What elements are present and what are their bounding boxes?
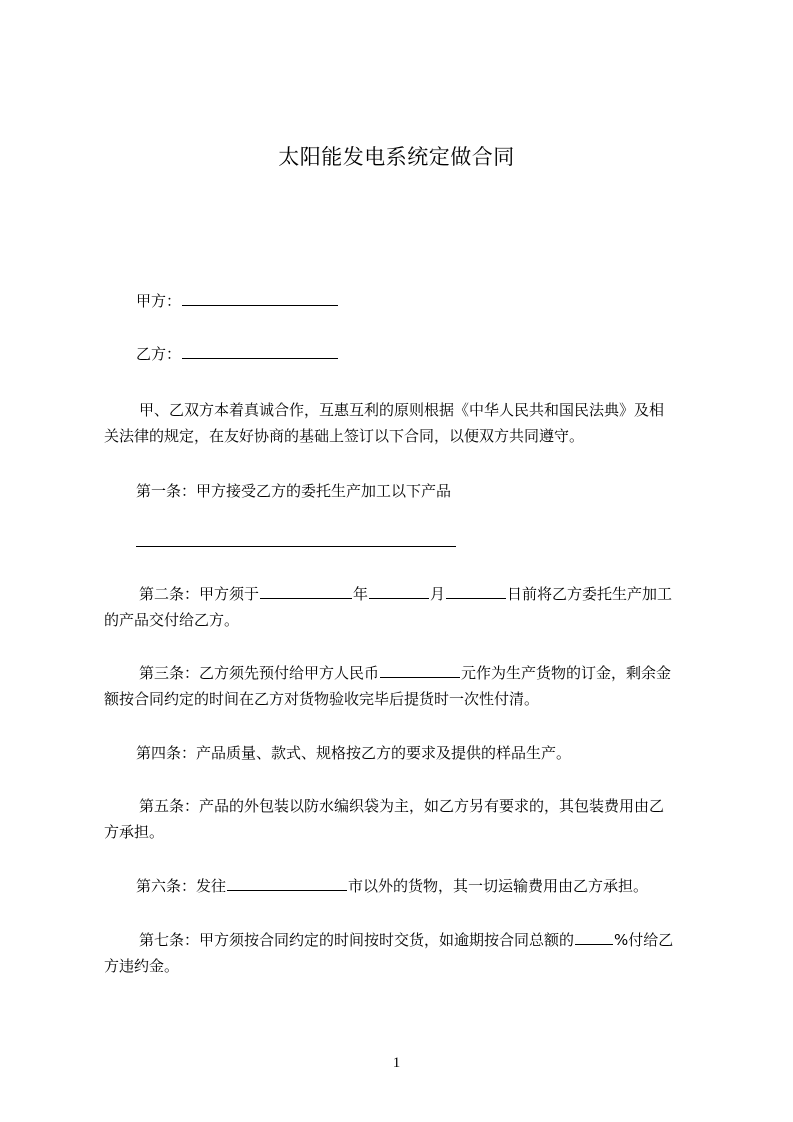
article-1: 第一条：甲方接受乙方的委托生产加工以下产品 xyxy=(136,482,452,500)
article-3-line-2: 额按合同约定的时间在乙方对货物验收完毕后提货时一次性付清。 xyxy=(104,690,540,708)
city-blank xyxy=(227,875,347,891)
article-7-text-a: 第七条：甲方须按合同约定的时间按时交货，如逾期按合同总额的 xyxy=(139,931,575,949)
year-blank xyxy=(260,583,352,599)
party-b-blank xyxy=(182,343,338,359)
article-3-text-b: 元作为生产货物的订金，剩余金 xyxy=(461,664,672,682)
article-2-text-b: 日前将乙方委托生产加工 xyxy=(507,585,673,603)
article-7-line-2: 方违约金。 xyxy=(104,957,180,975)
article-2-month: 月 xyxy=(430,585,446,603)
party-b-label: 乙方： xyxy=(136,345,182,363)
article-2-year: 年 xyxy=(353,585,369,603)
article-6-text-b: 市以外的货物，其一切运输费用由乙方承担。 xyxy=(348,877,649,895)
article-7-line-1 xyxy=(104,927,737,953)
deposit-amount-blank xyxy=(380,662,460,678)
party-a-label: 甲方： xyxy=(136,292,182,310)
party-a-blank xyxy=(182,290,338,306)
article-2-text-a: 第二条：甲方须于 xyxy=(139,585,260,603)
document-title: 太阳能发电系统定做合同 xyxy=(278,145,515,169)
article-4: 第四条：产品质量、款式、规格按乙方的要求及提供的样品生产。 xyxy=(136,744,572,762)
day-blank xyxy=(446,583,506,599)
article-2-line-2: 的产品交付给乙方。 xyxy=(104,611,240,629)
article-6-text-a: 第六条：发往 xyxy=(136,877,227,895)
preamble-line-2: 关法律的规定，在友好协商的基础上签订以下合同，以便双方共同遵守。 xyxy=(104,427,585,445)
month-blank xyxy=(369,583,429,599)
article-3-text-a: 第三条：乙方须先预付给甲方人民币 xyxy=(139,664,380,682)
penalty-percent-blank xyxy=(575,929,613,945)
article-7-text-b: %付给乙 xyxy=(614,931,674,949)
article-3-line-1 xyxy=(104,660,737,686)
article-5-line-1: 第五条：产品的外包装以防水编织袋为主，如乙方另有要求的，其包装费用由乙 xyxy=(139,797,665,815)
party-a-line xyxy=(104,288,734,314)
party-b-line xyxy=(104,341,734,367)
preamble-line-1: 甲、乙双方本着真诚合作，互惠互利的原则根据《中华人民共和国民法典》及相 xyxy=(139,401,665,419)
article-5-line-2: 方承担。 xyxy=(104,823,165,841)
article-2-line-1 xyxy=(104,581,737,607)
article-6 xyxy=(104,873,734,899)
product-blank-line xyxy=(136,546,456,547)
page-number: 1 xyxy=(392,1055,401,1071)
